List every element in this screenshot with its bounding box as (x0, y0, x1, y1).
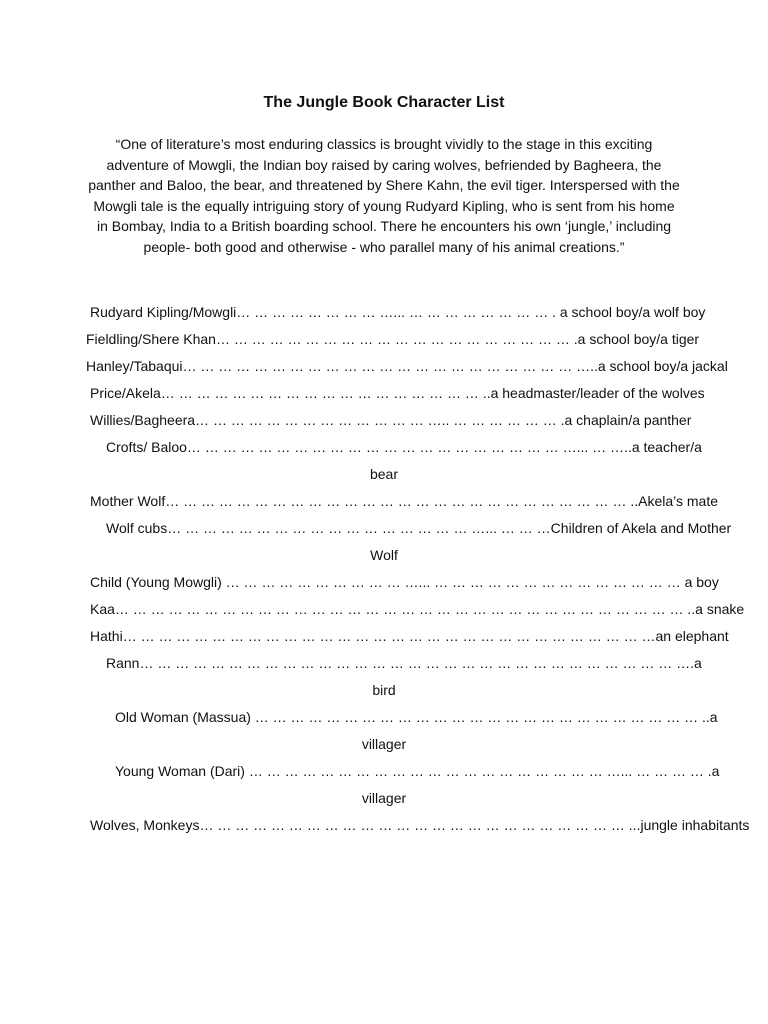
character-line-continuation: Wolf (370, 547, 398, 563)
character-line: Wolf cubs… … … … … … … … … … … … … … … … … …... … … …Children of Akela and Mother (106, 520, 732, 536)
character-line: Kaa… … … … … … … … … … … … … … … … … … … … … … … … … … … … … … … … ..a snake (90, 601, 745, 617)
character-line-continuation: villager (361, 790, 407, 806)
character-line-continuation: villager (361, 736, 407, 752)
character-line-continuation: bear (369, 466, 399, 482)
character-line: Old Woman (Massua) … … … … … … … … … … … … … … … … … … … … … … … … … ..a (115, 709, 718, 725)
character-line: Mother Wolf… … … … … … … … … … … … … … … … … … … … … … … … … … ..Akela’s mate (90, 493, 719, 509)
character-line: Hanley/Tabaqui… … … … … … … … … … … … … … … … … … … … … … …..a school boy/a jackal (86, 358, 728, 374)
character-line: Hathi… … … … … … … … … … … … … … … … … … … … … … … … … … … … … …an elephant (90, 628, 729, 644)
character-line: Wolves, Monkeys… … … … … … … … … … … … … … … … … … … … … … … … ...jungle inhabitants (90, 817, 750, 833)
character-line-continuation: bird (372, 682, 396, 698)
intro-paragraph: “One of literature’s most enduring classics is brought vividly to the stage in this exciting adventure of Mowgli, the Indian boy raised by caring wolves, befriended by Bagheera, the panther and Baloo, the bear, and threatened by Shere Kahn, the evil tiger. Interspersed with the Mowgli tale is the equally intriguing story of young Rudyard Kipling, who is sent from his home in Bombay, India to a British boarding school. There he encounters his own ‘jungle,’ including people- both good and otherwise - who parallel many of his animal creations.” (88, 136, 680, 255)
character-line: Rann… … … … … … … … … … … … … … … … … … … … … … … … … … … … … … ….a (106, 655, 702, 671)
character-line: Rudyard Kipling/Mowgli… … … … … … … … …... … … … … … … … … . a school boy/a wolf boy (90, 304, 706, 320)
character-line: Young Woman (Dari) … … … … … … … … … … … … … … … … … … … … …... … … … … .a (115, 763, 720, 779)
character-line: Child (Young Mowgli) … … … … … … … … … … …... … … … … … … … … … … … … … … a boy (90, 574, 719, 590)
character-line: Willies/Bagheera… … … … … … … … … … … … … ….. … … … … … … .a chaplain/a panther (90, 412, 692, 428)
character-line: Crofts/ Baloo… … … … … … … … … … … … … … … … … … … … … …... … …..a teacher/a (106, 439, 702, 455)
document-title: The Jungle Book Character List (263, 94, 505, 111)
character-line: Fieldling/Shere Khan… … … … … … … … … … … … … … … … … … … … .a school boy/a tiger (86, 331, 700, 347)
character-line: Price/Akela… … … … … … … … … … … … … … … … … … ..a headmaster/leader of the wolves (90, 385, 705, 401)
character-list (86, 301, 750, 841)
